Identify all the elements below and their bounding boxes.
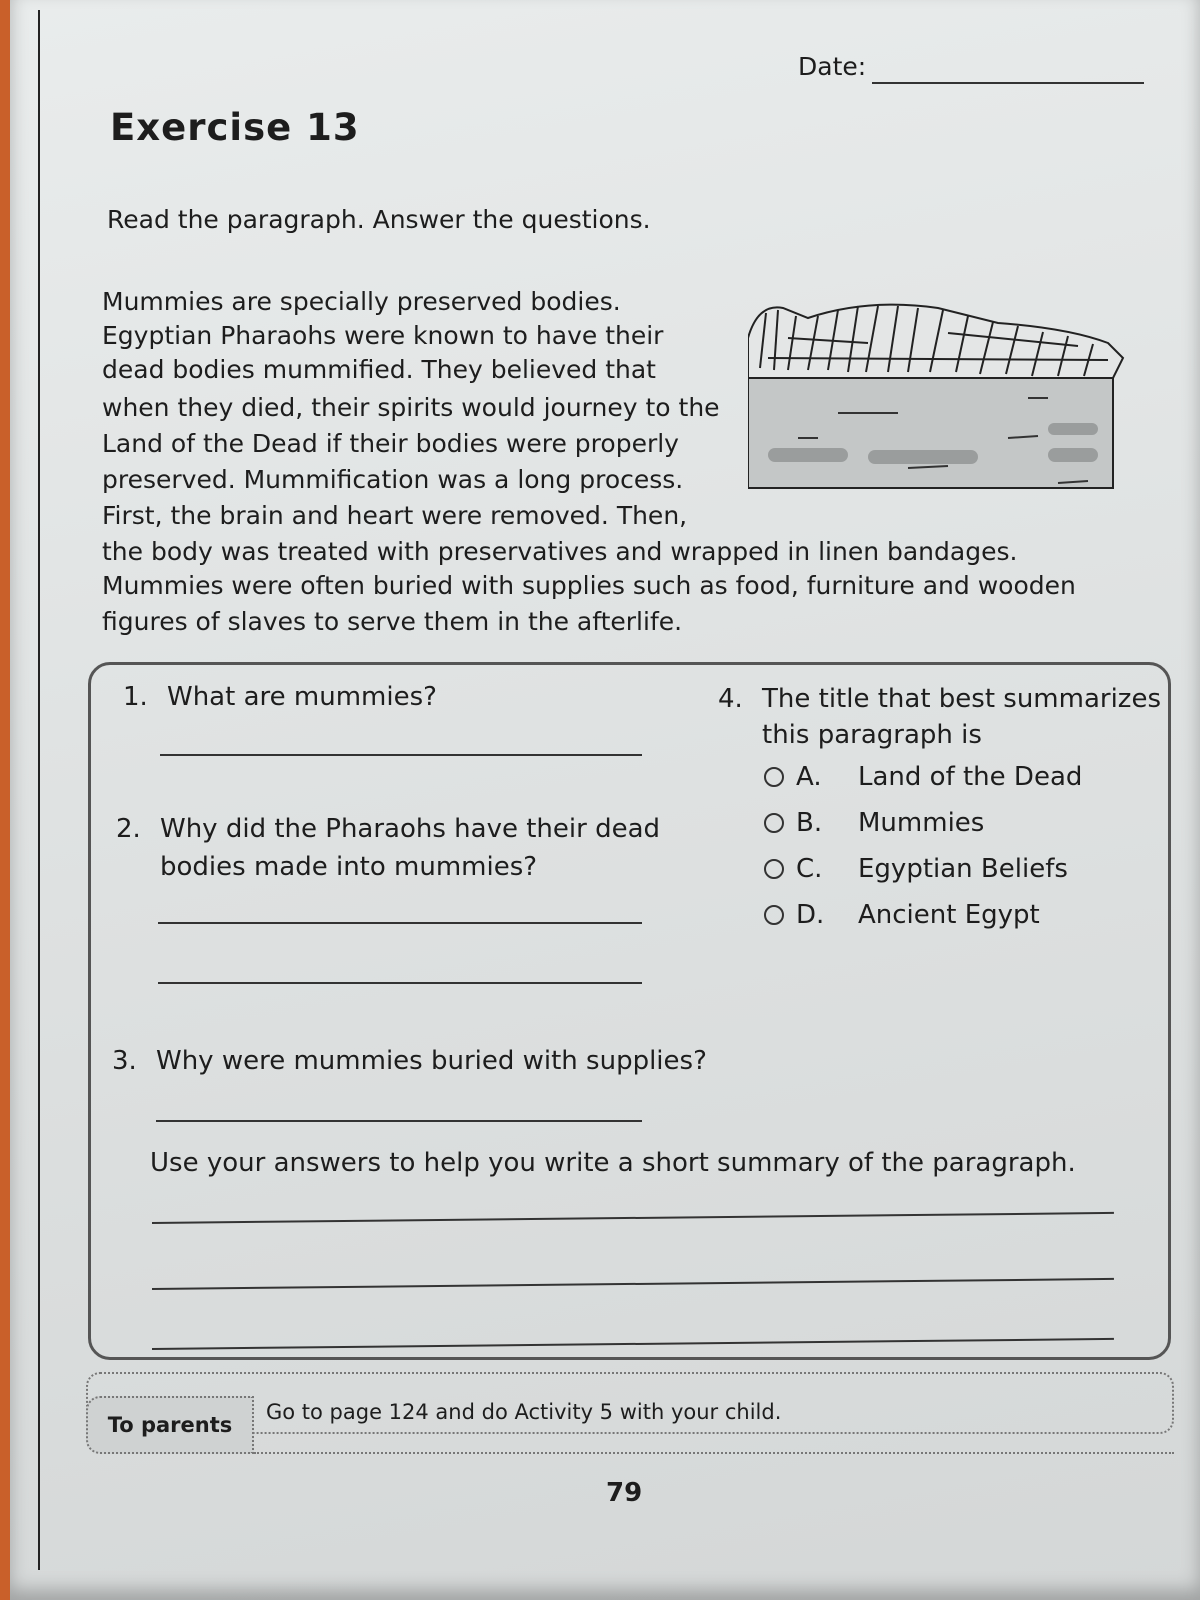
parents-note-text: Go to page 124 and do Activity 5 with your child. [266,1400,782,1424]
option-d[interactable] [764,900,1040,930]
paragraph-line: dead bodies mummified. They believed that [102,355,656,384]
question-number: 1. [123,682,148,712]
exercise-title: Exercise 13 [110,106,360,149]
answer-line-q2-2[interactable] [158,982,642,984]
option-letter: B. [796,808,823,838]
option-b[interactable] [764,808,984,838]
question-text: Why did the Pharaohs have their dead [160,814,661,844]
date-field[interactable] [872,82,1144,84]
paragraph-line: Land of the Dead if their bodies were properly [102,429,679,458]
question-text: The title that best summarizes [762,684,1162,714]
question-text: Why were mummies buried with supplies? [156,1046,707,1076]
question-number: 3. [112,1046,137,1076]
worksheet-page [10,0,1200,1600]
question-4 [718,680,1161,718]
page-binding-edge [38,10,40,1570]
instructions: Read the paragraph. Answer the questions. [107,205,651,234]
answer-line-q3[interactable] [156,1120,642,1122]
question-text: What are mummies? [167,682,437,712]
summary-prompt: Use your answers to help you write a short summary of the paragraph. [150,1148,1076,1178]
paragraph-line: figures of slaves to serve them in the afterlife. [102,607,683,636]
paragraph-line: preserved. Mummification was a long process. [102,465,684,494]
question-3 [112,1042,707,1080]
question-1 [123,678,437,716]
radio-button[interactable] [764,905,784,925]
option-text: Ancient Egypt [858,900,1040,930]
question-2 [116,810,660,848]
answer-line-q2-1[interactable] [158,922,642,924]
question-number: 4. [718,684,743,714]
paragraph-line: Mummies are specially preserved bodies. [102,287,621,316]
parents-label: To parents [86,1396,254,1454]
option-letter: A. [796,762,822,792]
question-4-continued: this paragraph is [762,720,982,750]
option-letter: C. [796,854,823,884]
option-text: Mummies [858,808,985,838]
radio-button[interactable] [764,859,784,879]
paragraph-line: Mummies were often buried with supplies such as food, furniture and wooden [102,571,1076,600]
question-2-continued: bodies made into mummies? [160,852,538,882]
parents-note-underline [254,1452,1174,1454]
radio-button[interactable] [764,813,784,833]
paragraph-line: when they died, their spirits would journey to the [102,393,720,422]
date-label: Date: [798,52,867,81]
option-text: Land of the Dead [858,762,1083,792]
option-a[interactable] [764,762,1082,792]
option-text: Egyptian Beliefs [858,854,1068,884]
paragraph-line: Egyptian Pharaohs were known to have their [102,321,664,350]
answer-line-q1[interactable] [160,754,642,756]
paragraph-line: First, the brain and heart were removed. Then, [102,501,688,530]
option-c[interactable] [764,854,1068,884]
page-number: 79 [606,1478,643,1508]
question-number: 2. [116,814,141,844]
mummy-sarcophagus-illustration [748,298,1148,508]
radio-button[interactable] [764,767,784,787]
option-letter: D. [796,900,825,930]
paragraph-line: the body was treated with preservatives and wrapped in linen bandages. [102,537,1018,566]
